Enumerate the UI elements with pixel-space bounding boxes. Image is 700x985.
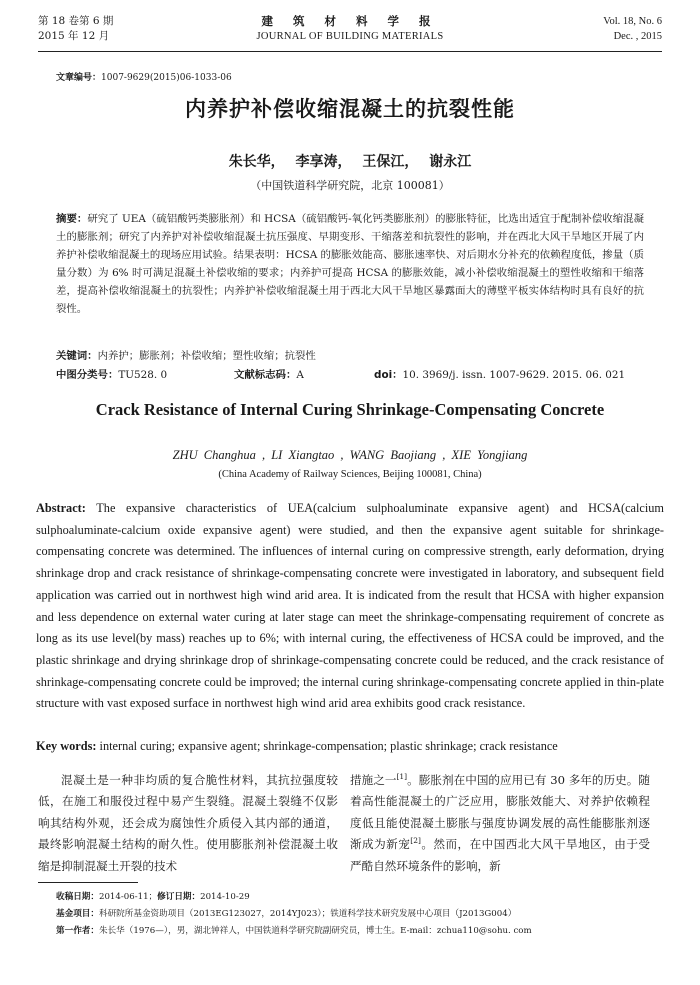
document-code bbox=[234, 366, 304, 384]
first-author-text: 朱长华（1976—），男，湖北钟祥人，中国铁道科学研究院副研究员，博士生。E-mail：zchua110@sohu. com bbox=[98, 926, 532, 936]
keywords-cn-text: 内养护；膨胀剂；补偿收缩；塑性收缩；抗裂性 bbox=[97, 350, 316, 362]
keywords-en-label: Key words: bbox=[36, 739, 97, 753]
title-en: Crack Resistance of Internal Curing Shrinkage-Compensating Concrete bbox=[95, 400, 605, 419]
keywords-cn bbox=[56, 347, 644, 365]
keywords-en bbox=[36, 736, 664, 756]
journal-name-en: JOURNAL OF BUILDING MATERIALS bbox=[256, 31, 444, 42]
footnote-first-author bbox=[56, 924, 662, 938]
doc-code-value: A bbox=[296, 369, 304, 381]
citation-ref-2[interactable]: [2] bbox=[410, 836, 421, 846]
received-date: 2014-06-11； bbox=[98, 892, 158, 902]
citation-ref-1[interactable]: [1] bbox=[396, 772, 408, 782]
header-volume-en: Vol. 18, No. 6 bbox=[603, 16, 662, 27]
affiliation-en: (China Academy of Railway Sciences, Beijing 100081, China) bbox=[218, 469, 482, 480]
abstract-cn bbox=[56, 210, 644, 318]
doc-code-label: 文献标志码： bbox=[234, 369, 297, 381]
running-header bbox=[38, 14, 662, 52]
authors-en: ZHU Changhua , LI Xiangtao , WANG Baojiang , XIE Yongjiang bbox=[172, 448, 528, 462]
doi-label: doi： bbox=[374, 369, 403, 381]
body-right-text-b: 。膨胀剂在中国的应用已有 30 多年的历史。随着高性能混凝土的广泛应用，膨胀效能大、对养护依赖程度低且能使混凝土膨胀与强度协调发展的高性能膨胀剂逐渐成为新宠 bbox=[350, 773, 650, 852]
article-number-label: 文章编号： bbox=[56, 73, 102, 83]
doi bbox=[374, 366, 625, 384]
funding-text: 科研院所基金资助项目（2013EG123027，2014YJ023）；铁道科学技术研究发展中心项目（J2013G004） bbox=[98, 909, 517, 919]
header-divider bbox=[38, 51, 662, 52]
footnote-dates bbox=[56, 890, 662, 904]
keywords-cn-label: 关键词： bbox=[56, 350, 98, 362]
header-journal bbox=[38, 14, 662, 44]
abstract-en-label: Abstract: bbox=[36, 501, 86, 515]
clc-value: TU528. 0 bbox=[118, 369, 168, 381]
revised-date: 2014-10-29 bbox=[200, 892, 250, 902]
article-number-value: 1007-9629(2015)06-1033-06 bbox=[101, 73, 232, 83]
abstract-en bbox=[36, 498, 664, 715]
header-date-cn: 2015 年 12 月 bbox=[38, 30, 110, 42]
header-date-en: Dec. , 2015 bbox=[613, 31, 662, 42]
revised-label: 修订日期： bbox=[157, 892, 201, 902]
journal-name-cn: 建 筑 材 料 学 报 bbox=[261, 14, 439, 28]
footnote-funding bbox=[56, 907, 662, 921]
abstract-cn-text: 研究了 UEA（硫铝酸钙类膨胀剂）和 HCSA（硫铝酸钙-氧化钙类膨胀剂）的膨胀特征，比选出适宜于配制补偿收缩混凝土的膨胀剂；研究了内养护对补偿收缩混凝土抗压强度、早期变形、干缩落差和抗裂性的影响，并在西北大风干旱地区开展了内养护补偿收缩混凝土的现场应用试验。结果表明：HCSA 的膨胀效能高、膨胀速率快、对后期水分补充的依赖程度低，掺量（质量分数）为 6% 时可满足混凝土补偿收缩的要求；内养护可提高 HCSA 的膨胀效能，减小补偿收缩混凝土的塑性收缩和干缩落差，提高补偿收缩混凝土的抗裂性；内养护补偿收缩混凝土用于西北大风干旱地区暴露面大的薄壁平板实体结构时具有良好的抗裂性。 bbox=[56, 213, 645, 315]
affiliation-cn: （中国铁道科学研究院，北京 100081） bbox=[250, 179, 450, 192]
header-issue-en bbox=[603, 14, 662, 44]
keywords-en-text: internal curing; expansive agent; shrinkage-compensation; plastic shrinkage; crack resistance bbox=[99, 739, 558, 753]
body-right-text-a: 措施之一 bbox=[350, 773, 397, 787]
abstract-cn-label: 摘要： bbox=[56, 213, 88, 225]
footnote-divider bbox=[38, 882, 138, 883]
body-column-right bbox=[350, 770, 650, 877]
authors-cn: 朱长华， 李享涛， 王保江， 谢永江 bbox=[228, 154, 472, 170]
header-volume-cn: 第 18 卷第 6 期 bbox=[38, 15, 114, 27]
clc-label: 中图分类号： bbox=[56, 369, 119, 381]
body-column-left: 混凝土是一种非均质的复合脆性材料，其抗拉强度较低，在施工和服役过程中易产生裂缝。混凝土裂缝不仅影响其结构外观，还会成为腐蚀性介质侵入其内部的通道，最终影响混凝土结构的耐久性。使用膨胀剂补偿混凝土收缩是抑制混凝土开裂的技术 bbox=[38, 773, 338, 873]
body-right-text-c: 。然而，在中国西北大风干旱地区，由于受严酷自然环境条件的影响，新 bbox=[350, 837, 650, 873]
first-author-label: 第一作者： bbox=[56, 926, 99, 936]
funding-label: 基金项目： bbox=[56, 909, 99, 919]
clc-number bbox=[56, 366, 167, 384]
received-label: 收稿日期： bbox=[56, 892, 99, 902]
title-cn: 内养护补偿收缩混凝土的抗裂性能 bbox=[185, 97, 515, 121]
article-number bbox=[56, 70, 232, 83]
classification-row bbox=[56, 366, 644, 384]
doi-value: 10. 3969/j. issn. 1007-9629. 2015. 06. 021 bbox=[402, 369, 626, 381]
abstract-en-text: The expansive characteristics of UEA(calcium sulphoaluminate expansive agent) and HCSA(calcium sulphoaluminate-calcium oxide expansive agent) were studied, and then the expansive agent suitable for shrinkage-compensating concrete was determined. The influences of internal curing on compressive strength, early deformation, drying shrinkage drop and crack resistance of shrinkage-compensating concrete were investigated in laboratory, and subsequent field application was carried out in northwest high wind arid area. It is indicated from the result that HCSA with higher expansion and less dependence on external water curing at later stage can meet the shrinkage-compensating requirement of concrete as long as its use level(by mass) reaches up to 6%; with internal curing, the effectiveness of HCSA could be improved, and the plastic shrinkage and drying shrinkage drop of shrinkage-compensating concrete could be reduced, and the crack resistance of shrinkage-compensating concrete could be improved; the internal curing shrinkage-compensating concrete applied in thin-plate structure with vast exposed surface in northwest high wind arid area exhibits good crack resistance. bbox=[36, 501, 664, 711]
